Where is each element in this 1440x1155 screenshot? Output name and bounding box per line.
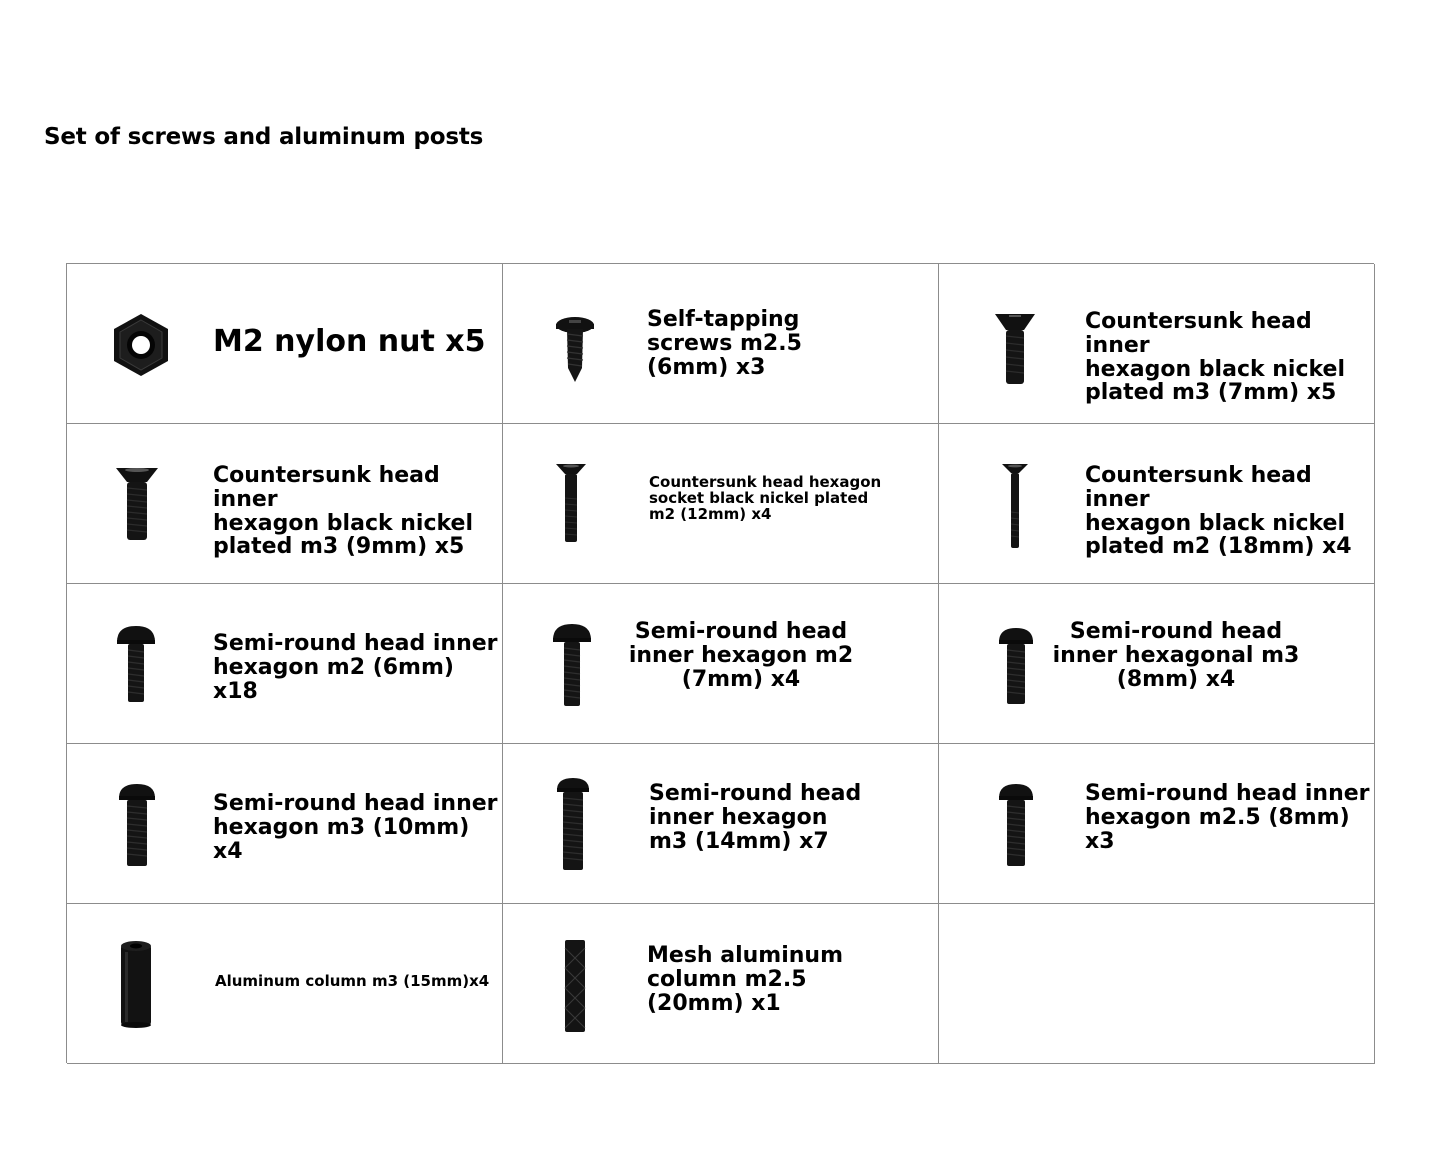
countersunk-screw-icon <box>1001 462 1029 550</box>
countersunk-screw-icon <box>115 466 159 542</box>
countersunk-screw-icon <box>555 462 587 544</box>
part-cell-aluminum-column <box>67 904 503 1064</box>
part-label: Semi-round head inner hexagon m2.5 (8mm) x3 <box>1085 781 1370 854</box>
button-head-screw-icon <box>555 776 591 872</box>
part-label: Aluminum column m3 (15mm)x4 <box>215 972 490 990</box>
part-cell-semiround-m3-8 <box>939 584 1375 744</box>
part-label: M2 nylon nut x5 <box>213 324 486 359</box>
part-label: Semi-round head inner hexagon m3 (10mm) x4 <box>213 791 498 864</box>
mesh-aluminum-column-icon <box>563 938 587 1034</box>
part-label: Semi-round head inner hexagonal m3 (8mm) x4 <box>1052 619 1300 692</box>
part-cell-mesh-column <box>503 904 939 1064</box>
aluminum-column-icon <box>119 940 153 1030</box>
button-head-screw-icon <box>117 782 157 868</box>
part-cell-self-tapping <box>503 264 939 424</box>
part-label: Countersunk head inner hexagon black nickel plated m3 (7mm) x5 <box>1085 309 1346 406</box>
hex-nut-icon <box>111 312 171 378</box>
parts-grid <box>66 263 1374 1063</box>
countersunk-screw-icon <box>993 312 1037 386</box>
part-label: Semi-round head inner hexagon m2 (7mm) x4 <box>628 619 854 692</box>
button-head-screw-icon <box>997 782 1035 868</box>
part-label: Countersunk head inner hexagon black nickel plated m3 (9mm) x5 <box>213 463 474 560</box>
button-head-screw-icon <box>115 624 157 704</box>
part-cell-countersunk-m2-12 <box>503 424 939 584</box>
part-cell-semiround-m3-10 <box>67 744 503 904</box>
part-label: Countersunk head hexagon socket black nickel plated m2 (12mm) x4 <box>649 473 882 524</box>
part-label: Semi-round head inner hexagon m3 (14mm) x7 <box>649 781 862 854</box>
part-label: Semi-round head inner hexagon m2 (6mm) x18 <box>213 631 498 704</box>
part-label: Countersunk head inner hexagon black nickel plated m2 (18mm) x4 <box>1085 463 1352 560</box>
part-cell-countersunk-m2-18 <box>939 424 1375 584</box>
part-cell-countersunk-m3-7 <box>939 264 1375 424</box>
part-cell-semiround-m2-6 <box>67 584 503 744</box>
part-cell-semiround-m2-7 <box>503 584 939 744</box>
empty-cell <box>939 904 1375 1064</box>
part-label: Self-tapping screws m2.5 (6mm) x3 <box>647 307 802 380</box>
self-tapping-screw-icon <box>555 316 595 384</box>
button-head-screw-icon <box>551 622 593 708</box>
part-cell-nylon-nut <box>67 264 503 424</box>
part-cell-semiround-m25-8 <box>939 744 1375 904</box>
button-head-screw-icon <box>997 626 1035 706</box>
part-cell-semiround-m3-14 <box>503 744 939 904</box>
part-label: Mesh aluminum column m2.5 (20mm) x1 <box>647 943 843 1016</box>
page-title: Set of screws and aluminum posts <box>44 124 484 150</box>
part-cell-countersunk-m3-9 <box>67 424 503 584</box>
